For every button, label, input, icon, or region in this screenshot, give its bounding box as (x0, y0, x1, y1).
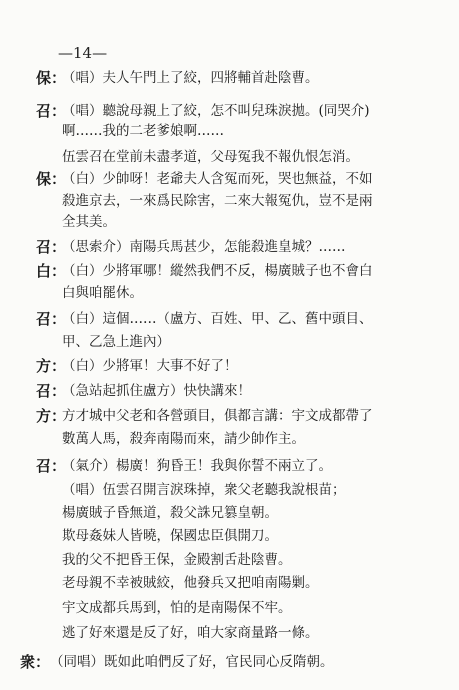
line-text: 楊廣賊子昏無道，殺父誅兄篡皇朝。 (62, 505, 278, 521)
line-text: （唱）夫人午門上了絞，四將輔首赴陰曹。 (62, 70, 319, 86)
line-text: 伍雲召在堂前未盡孝道，父母冤我不報仇恨怎消。 (62, 149, 359, 165)
line-text: （白）少將軍哪！縱然我們不反，楊廣賊子也不會白 (62, 263, 373, 279)
line-text: 殺進京去，一來爲民除害，二來大報冤仇，豈不是兩 (62, 193, 373, 209)
line-text: （白）少帥呀！老爺夫人含冤而死，哭也無益，不如 (62, 171, 373, 187)
line-text: 宇文成都兵馬到，怕的是南陽保不牢。 (62, 600, 292, 616)
line-text: （白）少將軍！大事不好了！ (62, 358, 238, 374)
speaker-label: 白： (36, 262, 67, 280)
speaker-label: 保： (36, 69, 67, 87)
speaker-label: 召： (36, 310, 67, 328)
line-text: （白）這個……（盧方、百姓、甲、乙、舊中頭目、 (62, 311, 373, 327)
speaker-label: 方： (36, 357, 67, 375)
speaker-label: 保： (36, 170, 67, 188)
speaker-label: 召： (36, 382, 67, 400)
line-text: （氣介）楊廣！狗昏王！我與你誓不兩立了。 (62, 458, 332, 474)
line-text: 甲、乙急上進內） (62, 334, 170, 350)
line-text: 我的父不把昏王保，金殿割舌赴陰曹。 (62, 552, 292, 568)
line-text: 老母親不幸被賊絞，他發兵又把咱南陽剿。 (62, 575, 319, 591)
line-text: （唱）伍雲召開言淚珠掉，衆父老聽我說根苗； (62, 482, 346, 498)
line-text: 方才城中父老和各營頭目，俱都言講：宇文成都帶了 (62, 408, 373, 424)
speaker-label: 召： (36, 238, 67, 256)
line-text: 逃了好來還是反了好，咱大家商量路一條。 (62, 625, 319, 641)
line-text: （思索介）南陽兵馬甚少，怎能殺進皇城？…… (62, 239, 346, 255)
speaker-label: 方： (36, 407, 67, 425)
speaker-label: 召： (36, 457, 67, 475)
line-text: 白與咱罷休。 (62, 285, 143, 301)
speaker-label: 召： (36, 102, 67, 120)
line-text: 全其美。 (62, 214, 116, 230)
line-text: 啊……我的二老爹娘啊…… (62, 123, 224, 139)
line-text: 欺母姦妹人皆曉，保國忠臣俱開刀。 (62, 528, 278, 544)
line-text: （唱）聽說母親上了絞，怎不叫兒珠淚拋。(同哭介) (62, 103, 370, 119)
line-text: （急站起抓住盧方）快快講來！ (62, 383, 251, 399)
speaker-label: 衆： (20, 653, 51, 671)
line-text: （同唱）既如此咱們反了好，官民同心反隋朝。 (50, 654, 334, 670)
line-text: 數萬人馬，殺奔南陽而來，請少帥作主。 (62, 431, 305, 447)
page-number: —14— (58, 44, 108, 62)
